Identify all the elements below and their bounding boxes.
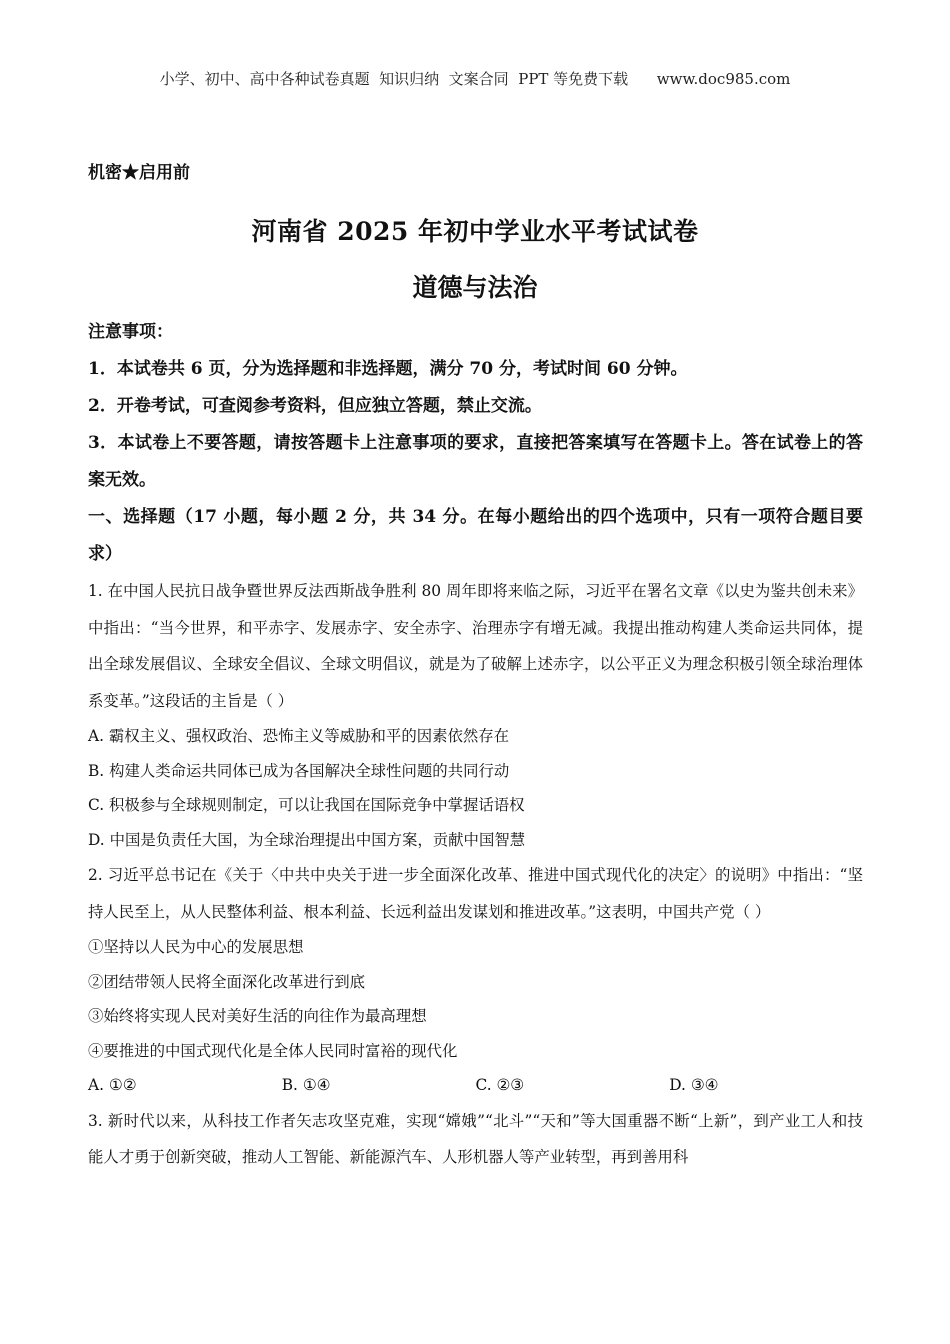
exam-subject: 道德与法治 xyxy=(412,273,538,302)
question-2-statement-3: ③始终将实现人民对美好生活的向往作为最高理想 xyxy=(88,1007,427,1025)
question-2-statement-4: ④要推进的中国式现代化是全体人民同时富裕的现代化 xyxy=(88,1041,458,1060)
confidential-label: 机密★启用前 xyxy=(88,163,190,183)
note-item: 2．开卷考试，可查阅参考资料，但应独立答题，禁止交流。 xyxy=(88,396,542,416)
question-2-option-c: C. ②③ xyxy=(475,1076,525,1094)
page-header: 小学、初中、高中各种试卷真题 知识归纳 文案合同 PPT 等免费下载 www.doc985.com xyxy=(159,70,791,88)
question-1-option-b: B. 构建人类命运共同体已成为各国解决全球性问题的共同行动 xyxy=(88,761,510,780)
exam-body xyxy=(88,314,863,1176)
question-2-options xyxy=(88,1068,863,1103)
note-item: 3．本试卷上不要答题，请按答题卡上注意事项的要求，直接把答案填写在答题卡上。答在试卷上的答案无效。 xyxy=(88,433,863,490)
question-1-stem: 1. 在中国人民抗日战争暨世界反法西斯战争胜利 80 周年即将来临之际，习近平在署名文章《以史为鉴共创未来》中指出：“当今世界，和平赤字、发展赤字、安全赤字、治理赤字有增无减。我提出推动构建人类命运共同体，提出全球发展倡议、全球安全倡议、全球文明倡议，就是为了破解上述赤字，以公平正义为理念积极引领全球治理体系变革。”这段话的主旨是（ ） xyxy=(88,582,863,710)
question-2-statement-1: ①坚持以人民为中心的发展思想 xyxy=(88,938,304,956)
question-3-stem: 3. 新时代以来，从科技工作者矢志攻坚克难，实现“嫦娥”“北斗”“天和”等大国重器不断“上新”，到产业工人和技能人才勇于创新突破，推动人工智能、新能源汽车、人形机器人等产业转型，再到善用科 xyxy=(88,1111,863,1166)
question-2-option-d: D. ③④ xyxy=(669,1076,719,1094)
question-2-option-a: A. ①② xyxy=(88,1076,137,1094)
note-item: 1．本试卷共 6 页，分为选择题和非选择题，满分 70 分，考试时间 60 分钟。 xyxy=(88,359,688,379)
question-2-statement-2: ②团结带领人民将全面深化改革进行到底 xyxy=(88,972,366,991)
notes-heading: 注意事项： xyxy=(88,322,173,342)
section-heading: 一、选择题（17 小题，每小题 2 分，共 34 分。在每小题给出的四个选项中，只有一项符合题目要求） xyxy=(88,507,863,564)
question-1-option-d: D. 中国是负责任大国，为全球治理提出中国方案，贡献中国智慧 xyxy=(88,830,526,849)
question-2-option-b: B. ①④ xyxy=(281,1076,331,1094)
question-1-option-c: C. 积极参与全球规则制定，可以让我国在国际竞争中掌握话语权 xyxy=(88,796,525,814)
question-2-stem: 2. 习近平总书记在《关于〈中共中央关于进一步全面深化改革、推进中国式现代化的决定〉的说明》中指出：“坚持人民至上，从人民整体利益、根本利益、长远利益出发谋划和推进改革。”这表明，中国共产党（ ） xyxy=(88,866,863,921)
question-1-option-a: A. 霸权主义、强权政治、恐怖主义等威胁和平的因素依然存在 xyxy=(88,727,510,745)
exam-title: 河南省 2025 年初中学业水平考试试卷 xyxy=(251,217,699,246)
